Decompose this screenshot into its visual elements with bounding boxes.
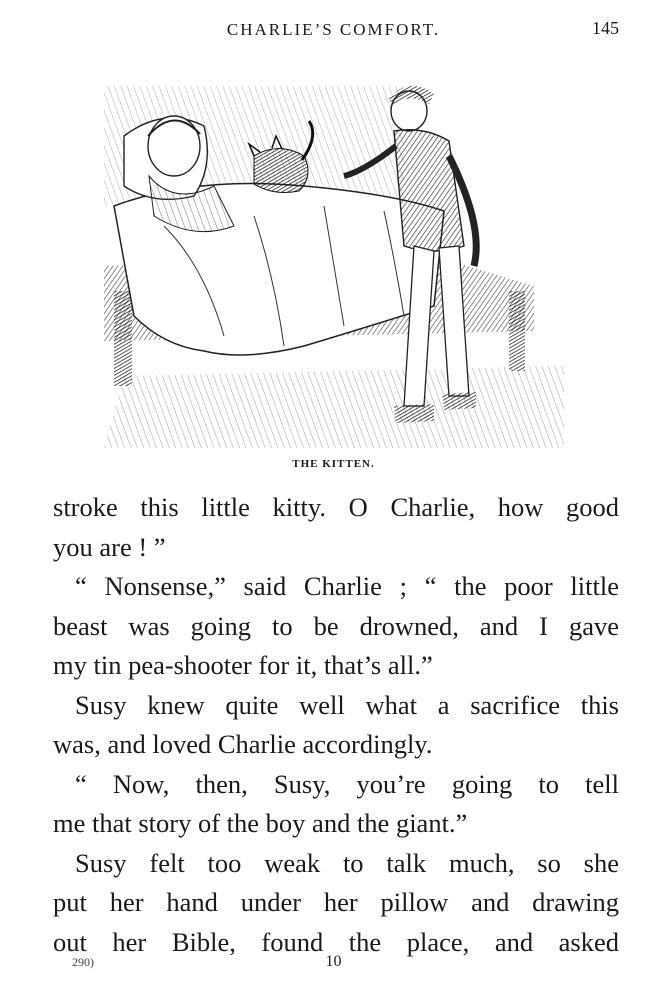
body-text (53, 488, 619, 962)
text-line: you are ! ” (53, 531, 166, 562)
running-header-title: CHARLIE’S COMFORT. (226, 20, 441, 39)
text-line: beast was going to be drowned, and I gave (53, 610, 619, 641)
text-line: “ Now, then, Susy, you’re going to tell (75, 768, 619, 799)
text-line: Susy knew quite well what a sacrifice this (75, 689, 619, 720)
text-line: “ Nonsense,” said Charlie ; “ the poor little (75, 571, 619, 601)
printer-signature: 290) (72, 955, 94, 969)
illustration-caption: THE KITTEN. (292, 458, 375, 470)
text-line: me that story of the boy and the giant.” (53, 808, 468, 838)
signature-mark: 10 (325, 953, 342, 970)
text-line: stroke this little kitty. O Charlie, how good (53, 492, 619, 522)
text-line: my tin pea-shooter for it, that’s all.” (53, 650, 433, 680)
text-line: Susy felt too weak to talk much, so she (75, 847, 619, 878)
text-line: was, and loved Charlie accordingly. (53, 729, 433, 759)
kitten-engraving-illustration (104, 76, 568, 448)
page-number: 145 (592, 18, 619, 38)
text-line: put her hand under her pillow and drawing (53, 887, 619, 917)
text-line: out her Bible, found the place, and asked (53, 926, 619, 957)
